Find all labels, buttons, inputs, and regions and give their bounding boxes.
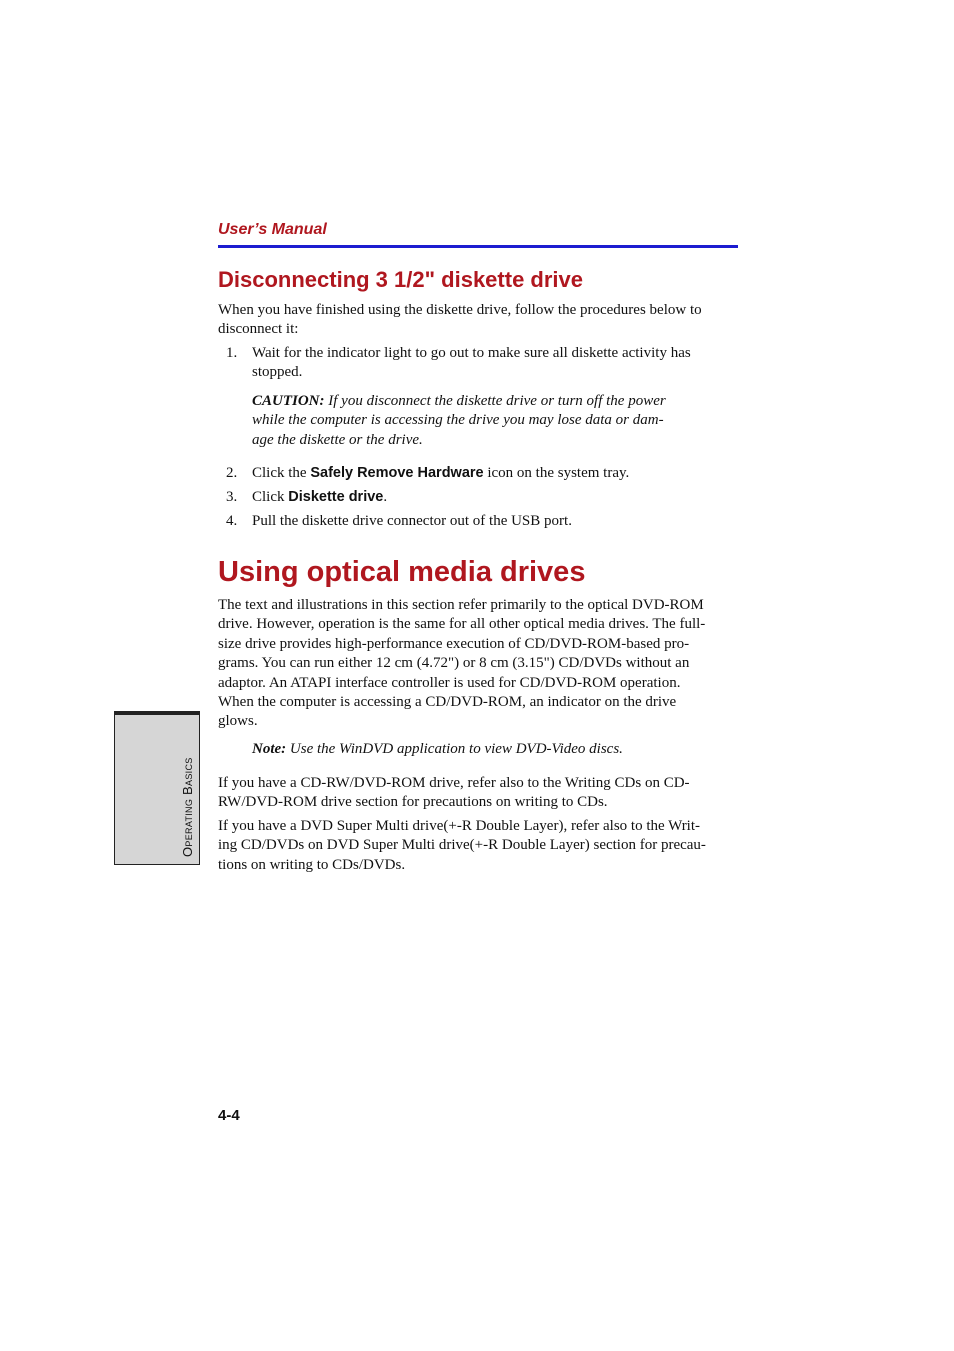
section-heading-diskette: Disconnecting 3 1/2" diskette drive	[218, 267, 583, 292]
cdrw-paragraph: If you have a CD-RW/DVD-ROM drive, refer also to the Writing CDs on CD- RW/DVD-ROM drive section for precautions on writing to CDs.	[218, 775, 690, 811]
intro-paragraph: When you have finished using the diskette drive, follow the procedures below to disconnect it:	[218, 302, 702, 338]
list-item-step-1: 1. Wait for the indicator light to go out to make sure all diskette activity has stopped.	[226, 345, 691, 381]
optical-intro-paragraph: The text and illustrations in this section refer primarily to the optical DVD-ROM drive. However, operation is the same for all other optical media drives. The full- size drive provides high-performance execution of CD/DVD-ROM-based pro- grams. You can run either 12 cm (4.72") or 8 cm (3.15") CD/DVDs without an adaptor. An ATAPI interface controller is used for CD/DVD-ROM operation. When the computer is accessing a CD/DVD-ROM, an indicator on the drive glows.	[218, 597, 706, 730]
caution-note: CAUTION: If you disconnect the diskette drive or turn off the power while the computer is accessing the drive you may lose data or dam- age the diskette or the drive.	[252, 393, 666, 448]
header-title: User’s Manual	[218, 221, 327, 238]
page-header	[218, 221, 738, 248]
page-number: 4-4	[218, 1107, 240, 1124]
note-windvd: Note: Use the WinDVD application to view DVD-Video discs.	[252, 741, 623, 757]
super-multi-paragraph: If you have a DVD Super Multi drive(+-R Double Layer), refer also to the Writ- ing CD/DVDs on DVD Super Multi drive(+-R Double Layer) section for precau- tions on writing to CDs/DVDs.	[218, 818, 706, 873]
chapter-side-tab-label: Operating Basics	[180, 757, 195, 857]
section-heading-optical: Using optical media drives	[218, 556, 586, 588]
